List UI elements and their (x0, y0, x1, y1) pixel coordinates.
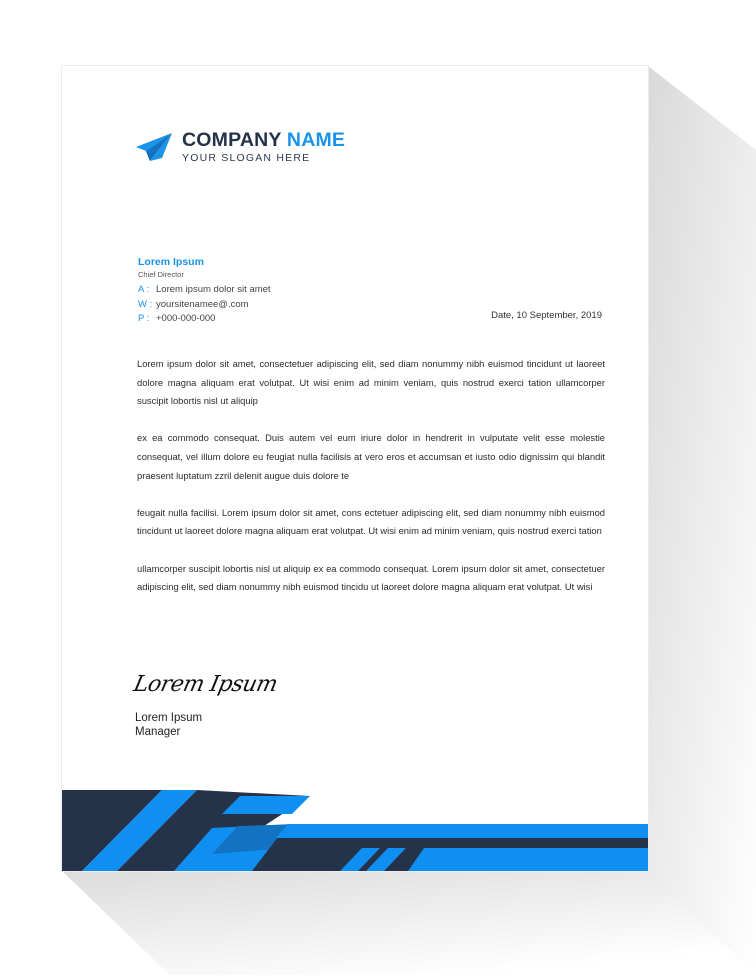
paper-plane-icon (136, 132, 172, 162)
signature-role: Manager (135, 726, 181, 738)
body-paragraph: ullamcorper suscipit lobortis nisl ut aliquip ex ea commodo consequat. Lorem ipsum dolor sit amet, consectetuer adipiscing elit, sed diam nonummy nibh euismod tincidu ut laoreet dolore magna aliquam erat volutpat. Ut wisi (137, 562, 605, 593)
body-paragraph: Lorem ipsum dolor sit amet, consectetuer adipiscing elit, sed diam nonummy nibh euismod tincidunt ut laoreet dolore magna aliquam erat volutpat. Ut wisi enim ad minim veniam, quis nostrud exerci tation ullamcorper suscipit lobortis nisl ut aliquip (137, 358, 605, 407)
sender-web: yoursitenamee@.com (156, 298, 249, 310)
phone-key: P : (138, 313, 150, 324)
sender-phone-row (138, 312, 398, 327)
letterhead-page (62, 66, 648, 871)
sender-block (138, 255, 398, 327)
footer-decoration (62, 788, 648, 871)
company-slogan: YOUR SLOGAN HERE (182, 152, 311, 164)
company-logo (136, 130, 356, 170)
body-paragraph: ex ea commodo consequat. Duis autem vel eum iriure dolor in hendrerit in vulputate velit esse molestie consequat, vel illum dolore eu feugiat nulla facilisis at vero eros et accumsan et iusto odio dignissim qui blandit praesent luptatum zzril delenit augue duis dolore te (137, 432, 605, 481)
sender-web-row (138, 298, 398, 313)
web-key: W : (138, 298, 153, 310)
sender-name: Lorem Ipsum (138, 256, 204, 268)
body-paragraph: feugait nulla facilisi. Lorem ipsum dolor sit amet, cons ectetuer adipiscing elit, sed diam nonummy nibh euismod tincidunt ut laoreet dolore magna aliquam erat volutpat. Ut wisi enim ad minim veniam, quis nostrud exerci tation (137, 506, 605, 537)
sender-address-row (138, 283, 398, 298)
sender-address: Lorem ipsum dolor sit amet (156, 284, 271, 295)
sender-title: Chief Director (138, 270, 184, 279)
company-name-prefix: COMPANY (182, 129, 282, 151)
company-name-suffix: NAME (286, 129, 346, 151)
letter-date: Date, 10 September, 2019 (491, 310, 602, 321)
letter-body (137, 355, 605, 615)
signature-name: Lorem Ipsum (135, 712, 203, 724)
address-key: A : (138, 284, 150, 295)
company-name (182, 129, 345, 152)
sender-phone: +000-000-000 (156, 313, 216, 324)
signature-script: Lorem Ipsum (131, 672, 280, 697)
